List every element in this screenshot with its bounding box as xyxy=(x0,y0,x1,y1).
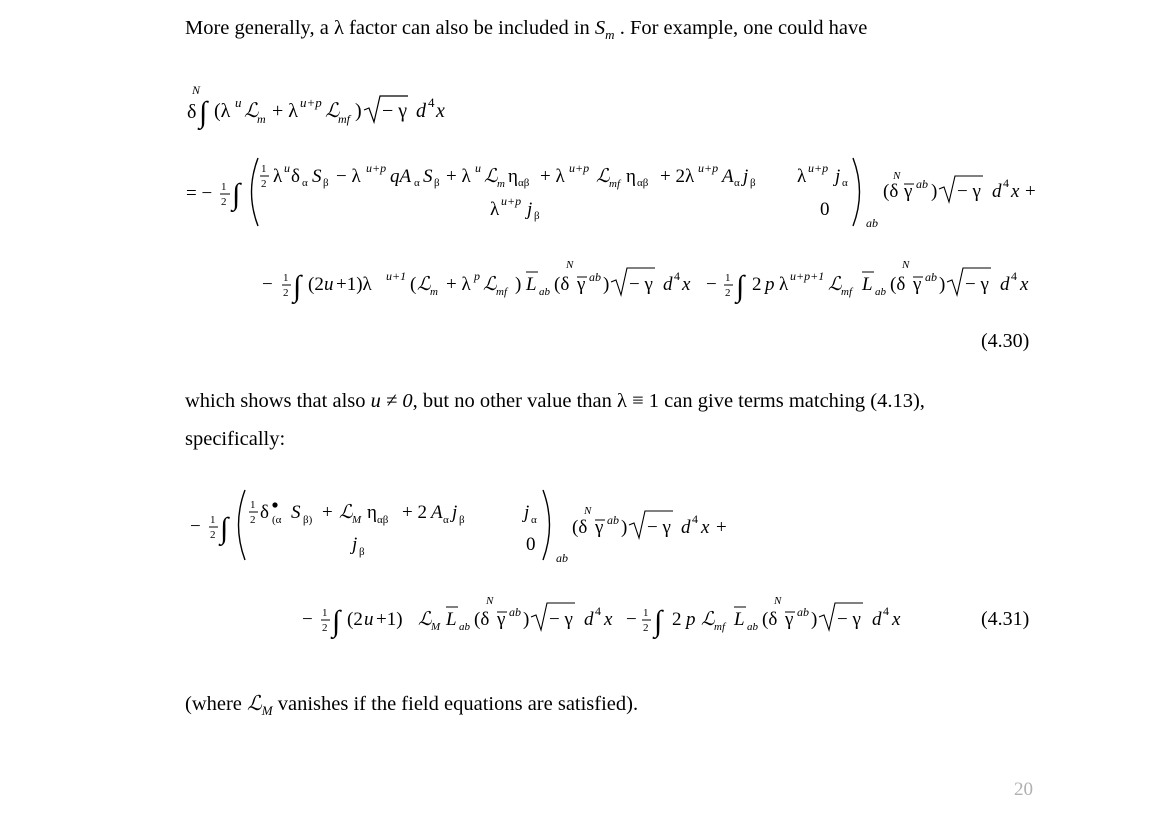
svg-text:(δ: (δ xyxy=(890,274,906,295)
svg-text:λ: λ xyxy=(273,166,283,187)
svg-text:λ: λ xyxy=(797,166,807,187)
svg-text:): ) xyxy=(523,609,530,630)
svg-text:0: 0 xyxy=(526,534,536,555)
intro-text-end: . For example, one could have xyxy=(619,17,868,39)
svg-text:2: 2 xyxy=(261,178,267,190)
svg-text:m: m xyxy=(257,112,266,126)
svg-text:x: x xyxy=(892,609,901,630)
svg-text:u: u xyxy=(284,161,290,175)
svg-text:β: β xyxy=(459,514,465,526)
equation-431-line2 xyxy=(302,595,901,640)
svg-text:(δ: (δ xyxy=(762,609,778,630)
svg-text:δ: δ xyxy=(187,101,197,123)
mid-paragraph xyxy=(185,391,925,412)
svg-text:j: j xyxy=(352,534,358,555)
svg-text:ℒ: ℒ xyxy=(339,502,353,523)
closing-paragraph xyxy=(185,694,638,717)
svg-text:η: η xyxy=(626,166,636,187)
svg-text:α: α xyxy=(531,514,537,526)
svg-text:ab: ab xyxy=(509,605,521,619)
svg-text:): ) xyxy=(355,100,362,122)
mid-text-end: can give terms matching (4.13), xyxy=(659,390,925,412)
svg-text:+ λ: + λ xyxy=(446,166,471,187)
svg-text:d: d xyxy=(1000,274,1010,295)
svg-text:η: η xyxy=(367,502,377,523)
svg-text:u+p: u+p xyxy=(501,194,522,208)
mid-text-start: which shows that also xyxy=(185,390,371,412)
svg-text:1: 1 xyxy=(322,607,328,619)
svg-text:∫: ∫ xyxy=(220,512,229,545)
svg-text:γ: γ xyxy=(497,609,506,630)
svg-text:d: d xyxy=(992,181,1002,202)
svg-text:ab: ab xyxy=(925,270,937,284)
equation-430-line3 xyxy=(262,259,1029,305)
svg-text:(δ: (δ xyxy=(474,609,490,630)
svg-text:N: N xyxy=(584,505,592,517)
svg-text:λ: λ xyxy=(490,199,500,220)
svg-text:γ: γ xyxy=(904,181,913,202)
svg-text:qA: qA xyxy=(390,166,412,187)
svg-text:j: j xyxy=(452,502,458,523)
svg-text:− γ: − γ xyxy=(957,181,981,202)
svg-text:u: u xyxy=(364,609,374,630)
svg-text:N: N xyxy=(566,259,574,271)
svg-text:N: N xyxy=(192,83,201,97)
svg-text:δ: δ xyxy=(260,502,269,523)
svg-text:S: S xyxy=(291,502,301,523)
svg-text:α: α xyxy=(734,177,740,189)
svg-text:(δ: (δ xyxy=(554,274,570,295)
svg-text:γ: γ xyxy=(913,274,922,295)
svg-text:− γ: − γ xyxy=(382,100,408,122)
svg-text:− γ: − γ xyxy=(837,609,861,630)
svg-text:j: j xyxy=(743,166,749,187)
svg-text:+: + xyxy=(716,517,727,538)
svg-text:β: β xyxy=(434,177,440,189)
svg-text:= −: = − xyxy=(186,183,213,204)
svg-text:β: β xyxy=(323,177,329,189)
svg-text:2: 2 xyxy=(752,274,762,295)
svg-text:∫: ∫ xyxy=(232,178,241,211)
svg-text:δ: δ xyxy=(291,166,300,187)
closing-symbol-sub: M xyxy=(261,703,273,719)
svg-text:L: L xyxy=(734,609,745,630)
svg-text:−: − xyxy=(302,609,313,630)
svg-text:ℒ: ℒ xyxy=(244,100,259,122)
svg-text:αβ: αβ xyxy=(637,177,649,189)
svg-text:1: 1 xyxy=(210,514,216,526)
svg-text:ℒ: ℒ xyxy=(828,274,842,295)
svg-text:2: 2 xyxy=(250,514,256,526)
svg-text:α: α xyxy=(443,514,449,526)
svg-text:−: − xyxy=(626,609,637,630)
svg-text:2: 2 xyxy=(322,622,328,634)
svg-text:ℒ: ℒ xyxy=(484,166,498,187)
svg-text:L: L xyxy=(862,274,873,295)
svg-text:(δ: (δ xyxy=(883,181,899,202)
svg-text:x: x xyxy=(1020,274,1029,295)
svg-text:ℒ: ℒ xyxy=(417,274,431,295)
svg-text:(λ: (λ xyxy=(214,100,231,122)
svg-text:4: 4 xyxy=(428,95,435,110)
svg-text:−: − xyxy=(262,274,273,295)
svg-text:ℒ: ℒ xyxy=(483,274,497,295)
svg-text:α: α xyxy=(414,177,420,189)
svg-text:2: 2 xyxy=(221,196,227,208)
svg-text:(2: (2 xyxy=(347,609,363,630)
svg-text:N: N xyxy=(486,595,494,607)
svg-text:L: L xyxy=(446,609,457,630)
svg-text:j: j xyxy=(835,166,841,187)
svg-text:− γ: − γ xyxy=(647,517,671,538)
svg-text:S: S xyxy=(312,166,322,187)
svg-text:ab: ab xyxy=(866,216,878,230)
svg-text:x: x xyxy=(682,274,691,295)
svg-text:): ) xyxy=(621,517,628,538)
svg-text:α: α xyxy=(302,177,308,189)
svg-text:j: j xyxy=(524,502,530,523)
svg-text:+ 2: + 2 xyxy=(402,502,427,523)
svg-text:1: 1 xyxy=(643,607,649,619)
svg-text:4: 4 xyxy=(1003,176,1009,190)
svg-text:N: N xyxy=(893,170,901,182)
svg-text:u: u xyxy=(324,274,334,295)
intro-symbol-S: S xyxy=(594,17,606,39)
svg-text:u+p: u+p xyxy=(366,161,387,175)
intro-symbol-sub: m xyxy=(605,27,615,43)
svg-text:α: α xyxy=(842,177,848,189)
svg-text:2: 2 xyxy=(725,287,731,299)
svg-text:p: p xyxy=(474,269,480,283)
svg-text:p: p xyxy=(686,609,696,630)
svg-text:∫: ∫ xyxy=(199,96,208,129)
svg-text:mf: mf xyxy=(609,178,620,190)
intro-lambda: λ xyxy=(333,17,344,39)
svg-text:p: p xyxy=(765,274,775,295)
closing-text-end: vanishes if the field equations are satisfied). xyxy=(272,693,639,715)
svg-text:mf: mf xyxy=(496,286,507,298)
svg-text:m: m xyxy=(430,286,438,298)
svg-text:d: d xyxy=(663,274,673,295)
svg-text:ℒ: ℒ xyxy=(596,166,610,187)
svg-text:x: x xyxy=(436,100,445,122)
svg-text:u+p+1: u+p+1 xyxy=(790,269,825,283)
svg-text:d: d xyxy=(584,609,594,630)
svg-text:+ λ: + λ xyxy=(446,274,471,295)
svg-text:mf: mf xyxy=(841,286,852,298)
svg-text:+1): +1) xyxy=(376,609,403,630)
svg-text:): ) xyxy=(931,181,938,202)
svg-text:β): β) xyxy=(303,514,313,526)
svg-text:αβ: αβ xyxy=(377,514,389,526)
svg-text:u+p: u+p xyxy=(569,161,590,175)
svg-text:ab: ab xyxy=(459,621,470,633)
svg-text:A: A xyxy=(722,166,734,187)
svg-text:2: 2 xyxy=(283,287,289,299)
svg-text:β: β xyxy=(534,210,540,222)
equation-431-matrix xyxy=(190,490,727,565)
svg-text:ab: ab xyxy=(607,513,619,527)
svg-text:− γ: − γ xyxy=(965,274,989,295)
svg-text:4: 4 xyxy=(595,604,601,618)
svg-text:M: M xyxy=(431,621,441,633)
svg-text:+ λ: + λ xyxy=(540,166,565,187)
svg-text:1: 1 xyxy=(261,163,267,175)
svg-text:− γ: − γ xyxy=(549,609,573,630)
svg-text:mf: mf xyxy=(714,621,725,633)
svg-text:ℒ: ℒ xyxy=(325,100,340,122)
svg-text:∫: ∫ xyxy=(293,270,302,303)
closing-symbol-L: ℒ xyxy=(247,693,262,715)
equation-label-431: (4.31) xyxy=(981,608,1030,630)
svg-text:λ: λ xyxy=(779,274,789,295)
svg-text:4: 4 xyxy=(692,512,698,526)
svg-text:+ λ: + λ xyxy=(272,100,298,122)
equation-label-430: (4.30) xyxy=(981,330,1030,352)
svg-text:2: 2 xyxy=(210,529,216,541)
svg-text:4: 4 xyxy=(674,269,680,283)
svg-text:+1)λ: +1)λ xyxy=(336,274,372,295)
svg-text:(2: (2 xyxy=(308,274,324,295)
svg-text:1: 1 xyxy=(283,272,289,284)
svg-text:ab: ab xyxy=(916,177,928,191)
svg-text:S: S xyxy=(423,166,433,187)
mid-text-middle: , but no other value than xyxy=(412,390,618,412)
svg-text:ab: ab xyxy=(556,551,568,565)
intro-text-start: More generally, a xyxy=(185,17,334,39)
svg-text:u+1: u+1 xyxy=(386,269,407,283)
svg-text:(δ: (δ xyxy=(572,517,588,538)
svg-text:ℒ: ℒ xyxy=(701,609,715,630)
svg-text:u+p: u+p xyxy=(300,95,322,110)
mid-condition-lambda: λ ≡ 1 xyxy=(617,390,660,412)
svg-text:L: L xyxy=(526,274,537,295)
svg-text:u: u xyxy=(235,95,242,110)
svg-text:0: 0 xyxy=(820,199,830,220)
svg-text:u+p: u+p xyxy=(808,161,829,175)
mid-paragraph-line2: specifically: xyxy=(185,428,286,450)
page-number: 20 xyxy=(1014,779,1033,800)
svg-text:): ) xyxy=(939,274,946,295)
svg-text:4: 4 xyxy=(883,604,889,618)
svg-text:−: − xyxy=(190,516,201,537)
svg-text:− γ: − γ xyxy=(629,274,653,295)
svg-text:d: d xyxy=(416,100,426,122)
svg-text:(α: (α xyxy=(272,514,282,526)
svg-text:u+p: u+p xyxy=(698,161,719,175)
svg-text:ℒ: ℒ xyxy=(418,609,432,630)
svg-text:): ) xyxy=(603,274,610,295)
svg-text:x: x xyxy=(604,609,613,630)
svg-text:): ) xyxy=(515,274,522,295)
svg-text:u: u xyxy=(475,161,481,175)
svg-text:d: d xyxy=(872,609,882,630)
svg-text:+: + xyxy=(1025,181,1036,202)
svg-text:∫: ∫ xyxy=(736,270,745,303)
svg-text:1: 1 xyxy=(250,499,256,511)
svg-text:A: A xyxy=(431,502,443,523)
svg-text:ab: ab xyxy=(797,605,809,619)
intro-text-middle: factor can also be included in xyxy=(343,17,595,39)
svg-text:γ: γ xyxy=(595,517,604,538)
svg-text:αβ: αβ xyxy=(518,177,530,189)
svg-text:j: j xyxy=(527,199,533,220)
svg-text:ab: ab xyxy=(589,270,601,284)
svg-text:β: β xyxy=(359,546,365,558)
svg-text:1: 1 xyxy=(221,181,227,193)
svg-text:γ: γ xyxy=(577,274,586,295)
svg-text:ab: ab xyxy=(875,286,886,298)
svg-text:−: − xyxy=(706,274,717,295)
svg-text:2: 2 xyxy=(672,609,682,630)
mid-condition-u: u ≠ 0 xyxy=(370,390,413,412)
closing-text-start: (where xyxy=(185,693,248,715)
svg-text:ab: ab xyxy=(747,621,758,633)
svg-text:ab: ab xyxy=(539,286,550,298)
svg-text:2: 2 xyxy=(643,622,649,634)
svg-text:M: M xyxy=(352,514,362,526)
svg-text:β: β xyxy=(750,177,756,189)
svg-text:∫: ∫ xyxy=(654,605,663,638)
svg-text:γ: γ xyxy=(785,609,794,630)
svg-text:x: x xyxy=(1011,181,1020,202)
svg-text:− λ: − λ xyxy=(336,166,361,187)
svg-text:(: ( xyxy=(410,274,417,295)
svg-text:N: N xyxy=(902,259,910,271)
equation-430-matrix xyxy=(186,158,1036,230)
svg-text:): ) xyxy=(811,609,818,630)
svg-text:4: 4 xyxy=(1011,269,1017,283)
svg-text:N: N xyxy=(774,595,782,607)
svg-text:m: m xyxy=(497,178,505,190)
svg-text:+: + xyxy=(322,502,333,523)
svg-text:+ 2λ: + 2λ xyxy=(660,166,695,187)
svg-text:1: 1 xyxy=(725,272,731,284)
svg-text:∫: ∫ xyxy=(332,605,341,638)
svg-text:x: x xyxy=(701,517,710,538)
svg-text:d: d xyxy=(681,517,691,538)
svg-text:η: η xyxy=(508,166,518,187)
svg-text:mf: mf xyxy=(338,112,350,126)
equation-430-line1 xyxy=(187,83,445,131)
